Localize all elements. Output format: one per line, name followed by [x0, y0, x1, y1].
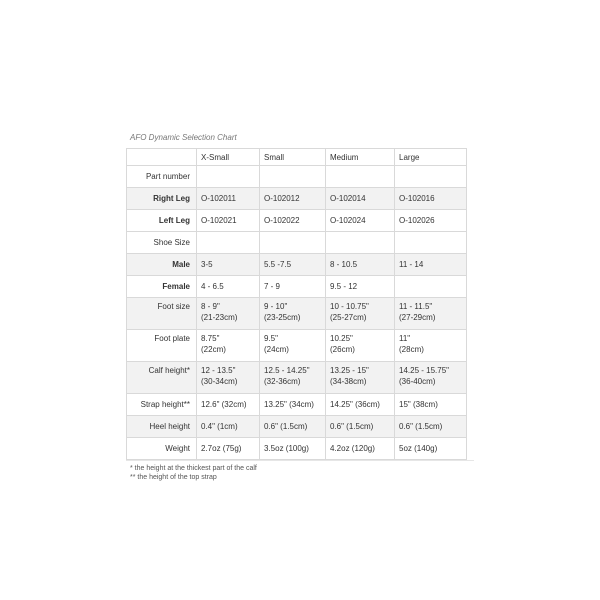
row-label — [127, 298, 197, 330]
table-cell — [197, 416, 260, 438]
table-cell — [395, 330, 467, 362]
table-cell — [395, 232, 467, 254]
table-cell — [326, 276, 395, 298]
cell-value: 8 - 10.5 — [330, 260, 358, 269]
cell-value: 3.5oz (100g) — [264, 444, 309, 453]
bottom-rule — [126, 460, 474, 461]
row-label-text: Left Leg — [158, 216, 190, 225]
cell-value-metric: (24cm) — [264, 345, 289, 354]
cell-value-metric: (34-38cm) — [330, 377, 367, 386]
footnote-calf: * the height at the thickest part of the calf — [130, 465, 257, 472]
cell-value: 9 - 10" — [264, 302, 288, 311]
cell-value-metric: (28cm) — [399, 345, 424, 354]
table-cell — [326, 254, 395, 276]
table-cell — [197, 232, 260, 254]
row-label-text: Calf height* — [148, 366, 190, 375]
cell-value: 0.6" (1.5cm) — [264, 422, 308, 431]
cell-value: 12.5 - 14.25" — [264, 366, 310, 375]
cell-value: 10.25" — [330, 334, 353, 343]
row-label-text: Weight — [165, 444, 190, 453]
cell-value: O-102012 — [264, 194, 300, 203]
table-cell — [260, 166, 326, 188]
cell-value: 7 - 9 — [264, 282, 281, 291]
table-cell — [395, 276, 467, 298]
row-label — [127, 210, 197, 232]
cell-value-metric: (27-29cm) — [399, 313, 436, 322]
table-cell — [326, 416, 395, 438]
cell-value: 8.75" — [201, 334, 220, 343]
cell-value: 4.2oz (120g) — [330, 444, 375, 453]
cell-value: 5.5 -7.5 — [264, 260, 292, 269]
header-row — [127, 149, 467, 166]
cell-value: 13.25 - 15" — [330, 366, 369, 375]
row-label-text: Right Leg — [153, 194, 190, 203]
table-cell — [197, 438, 260, 460]
selection-chart — [126, 132, 474, 482]
table-cell — [395, 394, 467, 416]
cell-value: 5oz (140g) — [399, 444, 438, 453]
table-cell — [326, 298, 395, 330]
row-label — [127, 416, 197, 438]
table-row — [127, 188, 467, 210]
table-row — [127, 232, 467, 254]
table-cell — [326, 394, 395, 416]
table-cell — [260, 330, 326, 362]
cell-value: 14.25" (36cm) — [330, 400, 380, 409]
cell-value: 11" — [399, 334, 411, 343]
row-label — [127, 362, 197, 394]
table-cell — [197, 330, 260, 362]
table-cell — [197, 254, 260, 276]
table-row — [127, 210, 467, 232]
row-label-text: Foot size — [157, 302, 190, 311]
column-header-small: Small — [260, 149, 326, 166]
table-cell — [197, 362, 260, 394]
row-label-text: Male — [172, 260, 190, 269]
table-cell — [326, 166, 395, 188]
column-header-x-small: X-Small — [197, 149, 260, 166]
row-label-text: Shoe Size — [153, 238, 190, 247]
row-label — [127, 276, 197, 298]
row-label-text: Heel height — [149, 422, 190, 431]
table-row — [127, 276, 467, 298]
chart-caption: AFO Dynamic Selection Chart — [130, 133, 237, 142]
size-table — [126, 148, 467, 460]
table-cell — [395, 166, 467, 188]
row-label — [127, 330, 197, 362]
cell-value: 3-5 — [201, 260, 213, 269]
cell-value: 9.5 - 12 — [330, 282, 358, 291]
table-cell — [260, 254, 326, 276]
cell-value-metric: (26cm) — [330, 345, 355, 354]
cell-value: O-102016 — [399, 194, 435, 203]
table-cell — [326, 210, 395, 232]
cell-value: 14.25 - 15.75" — [399, 366, 449, 375]
table-cell — [395, 254, 467, 276]
column-header-medium: Medium — [326, 149, 395, 166]
table-cell — [260, 232, 326, 254]
row-label-text: Part number — [145, 172, 190, 181]
table-cell — [395, 438, 467, 460]
cell-value: 0.6" (1.5cm) — [330, 422, 374, 431]
cell-value: O-102026 — [399, 216, 435, 225]
table-cell — [326, 438, 395, 460]
cell-value: 12.6" (32cm) — [201, 400, 247, 409]
table-row — [127, 330, 467, 362]
cell-value: 2.7oz (75g) — [201, 444, 242, 453]
table-row — [127, 298, 467, 330]
table-cell — [260, 188, 326, 210]
table-cell — [260, 416, 326, 438]
footnotes — [130, 464, 474, 482]
row-label — [127, 394, 197, 416]
cell-value: O-102024 — [330, 216, 366, 225]
table-cell — [197, 188, 260, 210]
cell-value: 15" (38cm) — [399, 400, 438, 409]
cell-value: 4 - 6.5 — [201, 282, 224, 291]
cell-value: 0.6" (1.5cm) — [399, 422, 443, 431]
table-cell — [395, 188, 467, 210]
row-label — [127, 232, 197, 254]
table-cell — [197, 394, 260, 416]
table-row — [127, 416, 467, 438]
table-cell — [260, 298, 326, 330]
row-label-text: Foot plate — [154, 334, 190, 343]
table-row — [127, 438, 467, 460]
cell-value-metric: (30-34cm) — [201, 377, 238, 386]
table-cell — [260, 438, 326, 460]
cell-value-metric: (22cm) — [201, 345, 226, 354]
table-row — [127, 254, 467, 276]
table-cell — [197, 298, 260, 330]
cell-value: O-102014 — [330, 194, 366, 203]
cell-value: O-102022 — [264, 216, 300, 225]
cell-value: 0.4" (1cm) — [201, 422, 238, 431]
row-label — [127, 438, 197, 460]
cell-value-metric: (32-36cm) — [264, 377, 301, 386]
table-row — [127, 166, 467, 188]
table-cell — [197, 210, 260, 232]
cell-value-metric: (23-25cm) — [264, 313, 301, 322]
table-cell — [326, 362, 395, 394]
table-cell — [326, 188, 395, 210]
table-cell — [197, 276, 260, 298]
row-label-text: Female — [162, 282, 190, 291]
cell-value: 11 - 11.5" — [399, 302, 433, 311]
table-body — [127, 166, 467, 460]
cell-value: 13.25" (34cm) — [264, 400, 314, 409]
table-cell — [326, 232, 395, 254]
row-label — [127, 188, 197, 210]
cell-value: 11 - 14 — [399, 260, 424, 269]
row-label — [127, 254, 197, 276]
cell-value: 8 - 9" — [201, 302, 220, 311]
cell-value-metric: (36-40cm) — [399, 377, 436, 386]
table-cell — [260, 276, 326, 298]
table-cell — [395, 416, 467, 438]
table-cell — [260, 362, 326, 394]
table-cell — [260, 394, 326, 416]
table-row — [127, 362, 467, 394]
table-cell — [197, 166, 260, 188]
cell-value: 10 - 10.75" — [330, 302, 369, 311]
table-cell — [395, 298, 467, 330]
row-label — [127, 166, 197, 188]
table-row — [127, 394, 467, 416]
table-cell — [326, 330, 395, 362]
cell-value: O-102021 — [201, 216, 237, 225]
table-cell — [395, 210, 467, 232]
cell-value: 12 - 13.5" — [201, 366, 236, 375]
cell-value-metric: (25-27cm) — [330, 313, 367, 322]
column-header-large: Large — [395, 149, 467, 166]
table-cell — [395, 362, 467, 394]
row-label-text: Strap height** — [140, 400, 190, 409]
footnote-strap: ** the height of the top strap — [130, 474, 217, 481]
cell-value: O-102011 — [201, 194, 236, 203]
table-cell — [260, 210, 326, 232]
header-corner — [127, 149, 197, 166]
cell-value: 9.5" — [264, 334, 278, 343]
cell-value-metric: (21-23cm) — [201, 313, 238, 322]
